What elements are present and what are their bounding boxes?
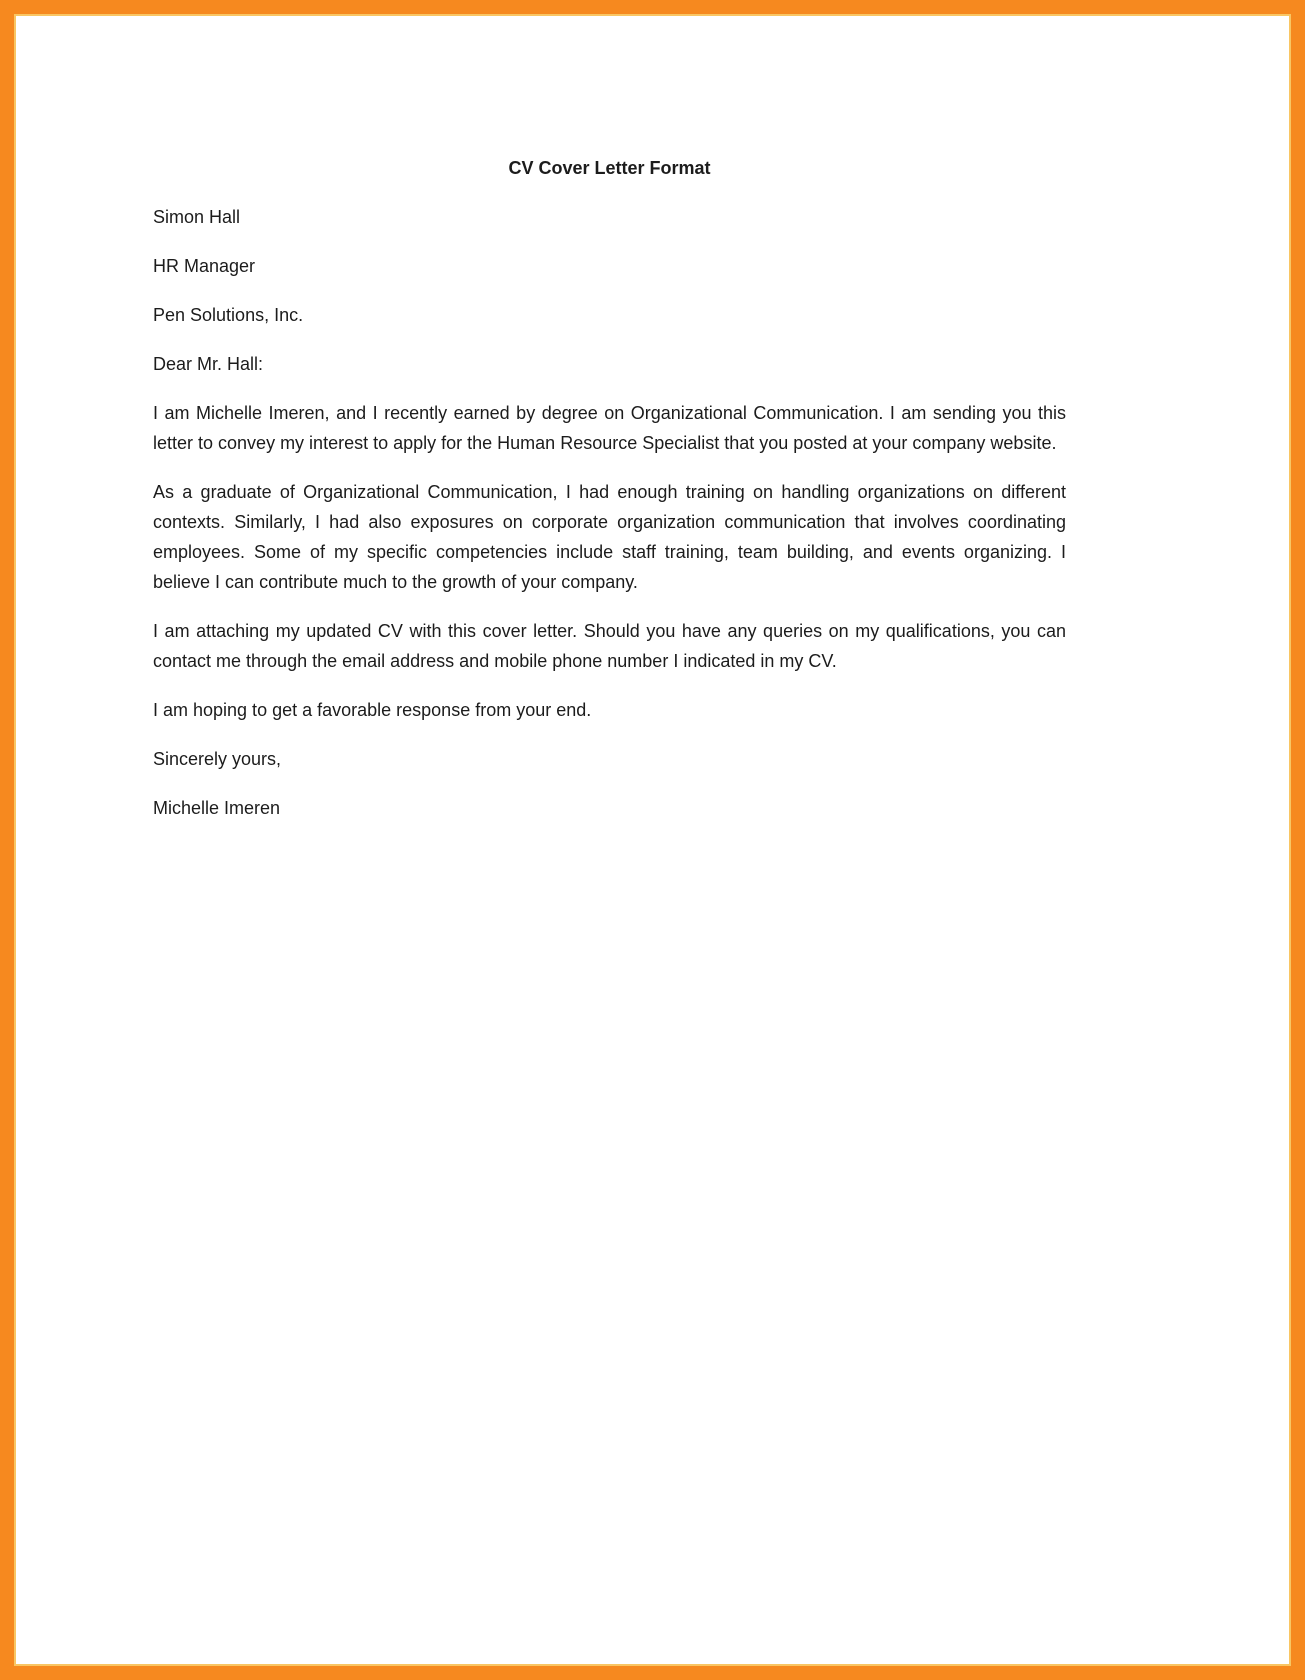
body-paragraph-attachment: I am attaching my updated CV with this cover letter. Should you have any queries on my qualifications, you can contact me through the email address and mobile phone number I indicated in my CV. bbox=[153, 621, 1066, 671]
recipient-company: Pen Solutions, Inc. bbox=[153, 305, 304, 325]
body-paragraph-intro: I am Michelle Imeren, and I recently earned by degree on Organizational Communication. I am sending you this letter to convey my interest to apply for the Human Resource Specialist that you posted at your company website. bbox=[153, 403, 1066, 453]
body-paragraph-hope: I am hoping to get a favorable response from your end. bbox=[153, 700, 592, 720]
body-paragraph-qualifications: As a graduate of Organizational Communication, I had enough training on handling organizations on different contexts. Similarly, I had also exposures on corporate organization communication that involves coordinating employees. Some of my specific competencies include staff training, team building, and events organizing. I believe I can contribute much to the growth of your company. bbox=[153, 482, 1066, 592]
signature-name: Michelle Imeren bbox=[153, 798, 281, 818]
closing: Sincerely yours, bbox=[153, 749, 282, 769]
recipient-title: HR Manager bbox=[153, 256, 256, 276]
document-title: CV Cover Letter Format bbox=[508, 158, 711, 178]
salutation: Dear Mr. Hall: bbox=[153, 354, 264, 374]
recipient-name: Simon Hall bbox=[153, 207, 241, 227]
letter-body bbox=[14, 14, 1291, 823]
